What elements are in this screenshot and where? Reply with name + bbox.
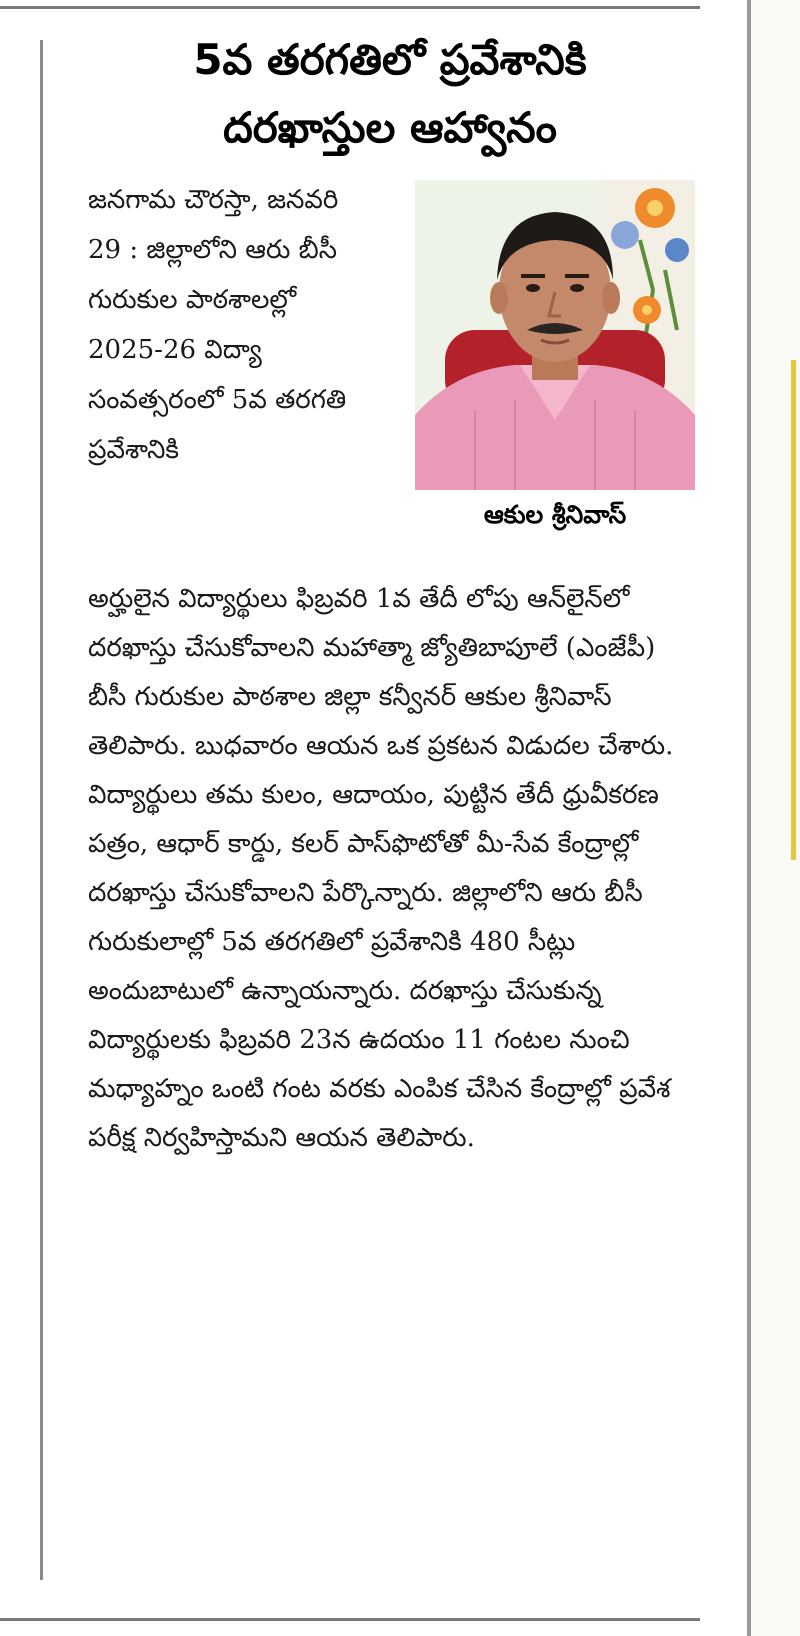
person-photo (415, 180, 695, 490)
headline-line-2: దరఖాస్తుల ఆహ్వానం (223, 103, 557, 152)
article-lead: జనగామ చౌరస్తా, జనవరి 29 : జిల్లాలోని ఆరు బీసీ గురుకుల పాఠశాలల్లో 2025-26 విద్యా సంవత్సరంలో 5వ తరగతి ప్రవేశానికి (88, 185, 347, 465)
article-body: అర్హులైన విద్యార్థులు ఫిబ్రవరి 1వ తేదీ లోపు ఆన్‌లైన్‌లో దరఖాస్తు చేసుకోవాలని మహాత్మా జ్యోతిబాపూలే (ఎంజేపీ) బీసీ గురుకుల పాఠశాల జిల్లా కన్వీనర్ ఆకుల శ్రీనివాస్ తెలిపారు. బుధవారం ఆయన ఒక ప్రకటన విడుదల చేశారు. విద్యార్థులు తమ కులం, ఆదాయం, పుట్టిన తేదీ ధ్రువీకరణ పత్రం, ఆధార్ కార్డు, కలర్ పాస్‌ఫొటోతో మీ-సేవ కేంద్రాల్లో దరఖాస్తు చేసుకోవాలని పేర్కొన్నారు. జిల్లాలోని ఆరు బీసీ గురుకులాల్లో 5వ తరగతిలో ప్రవేశానికి 480 సీట్లు అందుబాటులో ఉన్నాయన్నారు. దరఖాస్తు చేసుకున్న విద్యార్థులకు ఫిబ్రవరి 23న ఉదయం 11 గంటల నుంచి మధ్యాహ్నం ఒంటి గంట వరకు ఎంపిక చేసిన కేంద్రాల్లో ప్రవేశ పరీక్ష నిర్వహిస్తామని ఆయన తెలిపారు. (88, 584, 674, 1153)
adjacent-column-strip (751, 0, 800, 1636)
adjacent-column-accent (791, 360, 796, 860)
headline-line-1: 5వ తరగతిలో ప్రవేశానికి (193, 35, 587, 84)
column-border-left (40, 40, 43, 1580)
photo-caption: ఆకుల శ్రీనివాస్ (483, 500, 627, 529)
top-rule (0, 6, 700, 9)
headline (60, 26, 720, 162)
bottom-rule (0, 1618, 700, 1621)
portrait-image (415, 180, 695, 490)
